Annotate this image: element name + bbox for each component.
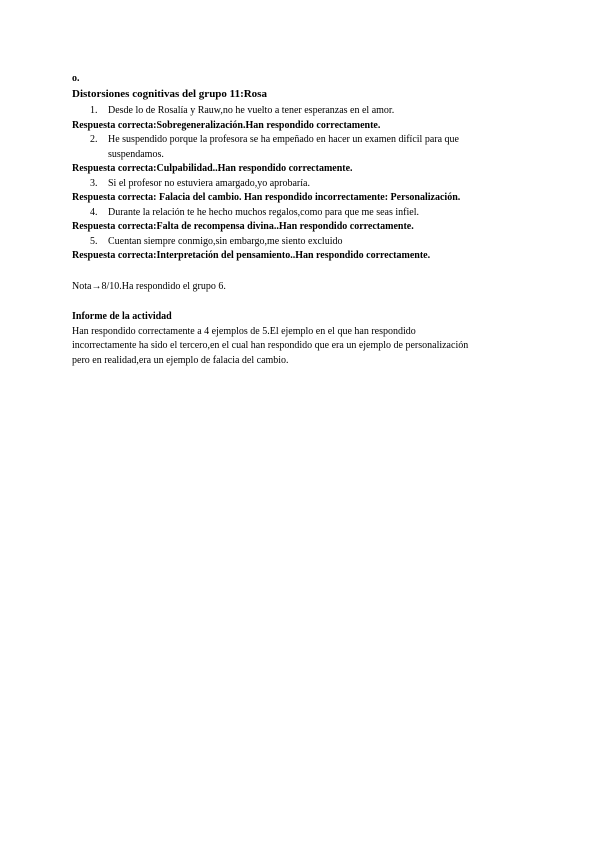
report-line: pero en realidad,era un ejemplo de falacia del cambio.	[72, 354, 289, 366]
list-item	[72, 104, 532, 119]
header-section	[72, 72, 532, 102]
page-title: Distorsiones cognitivas del grupo 11:Rosa	[72, 87, 267, 100]
grade-note: Nota→8/10.Ha respondido el grupo 6.	[72, 281, 226, 292]
answer-line: Respuesta correcta:Interpretación del pensamiento..Han respondido correctamente.	[72, 250, 431, 261]
item-text: He suspendido porque la profesora se ha empeñado en hacer un examen difícil para que	[108, 134, 459, 145]
list-item	[72, 177, 532, 192]
answer-line: Respuesta correcta:Culpabilidad..Han respondido correctamente.	[72, 163, 353, 174]
report-section	[72, 310, 532, 368]
exercise-list	[72, 104, 532, 264]
item-number: 4.	[90, 206, 98, 218]
item-text: Si el profesor no estuviera amargado,yo aprobaría.	[108, 177, 310, 189]
list-item	[72, 235, 532, 250]
item-number: 2.	[90, 134, 98, 145]
report-line: incorrectamente ha sido el tercero,en el cual han respondido que era un ejemplo de personalización	[72, 340, 469, 351]
answer-line: Respuesta correcta:Falta de recompensa divina..Han respondido correctamente.	[72, 221, 414, 232]
list-item	[72, 133, 532, 162]
item-text: Durante la relación te he hecho muchos regalos,como para que me seas infiel.	[108, 206, 419, 218]
report-line: Han respondido correctamente a 4 ejemplos de 5.El ejemplo en el que han respondido	[72, 325, 416, 337]
item-number: 3.	[90, 177, 98, 189]
item-number: 5.	[90, 235, 98, 247]
section-marker: o.	[72, 73, 80, 84]
report-paragraph	[72, 325, 522, 369]
answer-line: Respuesta correcta: Falacia del cambio. Han respondido incorrectamente: Personalización.	[72, 192, 461, 203]
grade-section	[72, 280, 532, 295]
answer-line: Respuesta correcta:Sobregeneralización.Han respondido correctamente.	[72, 119, 381, 131]
item-text: Cuentan siempre conmigo,sin embargo,me siento excluido	[108, 235, 343, 247]
report-heading: Informe de la actividad	[72, 311, 172, 322]
item-number: 1.	[90, 105, 98, 116]
item-text-continued: suspendamos.	[108, 148, 164, 160]
item-text: Desde lo de Rosalía y Rauw,no he vuelto a tener esperanzas en el amor.	[108, 105, 395, 116]
list-item	[72, 206, 532, 221]
